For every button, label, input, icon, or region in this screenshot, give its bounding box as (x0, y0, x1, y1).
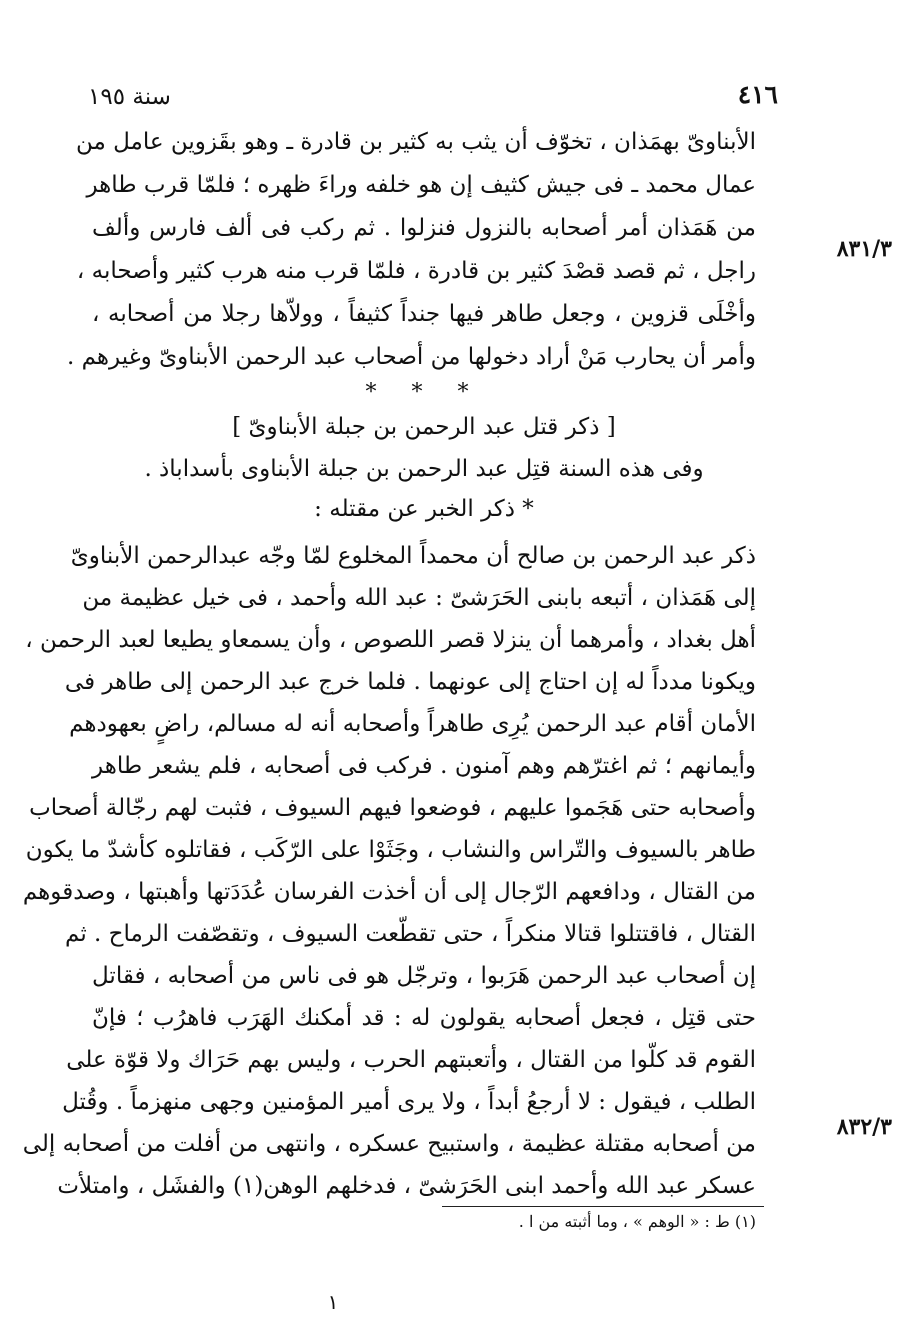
text-line: القوم قد كلّوا من القتال ، وأتعبتهم الحرب ، وليس بهم حَرَاك ولا قوّة على (66, 1047, 756, 1073)
text-line: من القتال ، ودافعهم الرّجال إلى أن أخذت الفرسان عُدَدَتها وأهبتها ، وصدقوهم (22, 879, 756, 905)
text-line: القتال ، فاقتتلوا قتالا منكراً ، حتى تقطّعت السيوف ، وتقصّفت الرماح . ثم (65, 921, 756, 947)
text-line: ذكر عبد الرحمن بن صالح أن محمداً المخلوع لمّا وجّه عبدالرحمن الأبناوىّ (70, 543, 756, 569)
text-line: عمال محمد ـ فى جيش كثيف إن هو خلفه وراءَ ظهره ؛ فلمّا قرب طاهر (86, 172, 756, 198)
text-line: وأمر أن يحارب مَنْ أراد دخولها من أصحاب عبد الرحمن الأبناوىّ وغيرهم . (66, 344, 756, 370)
page-number: ٤١٦ (737, 80, 778, 109)
text-line: الأمان أقام عبد الرحمن يُرِى طاهراً وأصحابه أنه له مسالم، راضٍ بعهودهم (69, 711, 756, 737)
text-line: ويكونا مدداً له إن احتاج إلى عونهما . فلما خرج عبد الرحمن إلى طاهر فى (64, 669, 756, 695)
year-label: سنة ١٩٥ (88, 84, 171, 110)
text-line: حتى قتِل ، فجعل أصحابه يقولون له : قد أمكنك الهَرَب فاهرُب ؛ فإنّ (92, 1005, 756, 1031)
footnote: (١) ط : « الوهم » ، وما أثبته من ا . (518, 1212, 756, 1231)
footnote-rule (442, 1206, 764, 1207)
text-line: وأخْلَى قزوين ، وجعل طاهر فيها جنداً كثيفاً ، وولاّها رجلا من أصحابه ، (92, 301, 756, 327)
margin-marker: ٨٣١/٣ (836, 236, 892, 262)
text-line: الطلب ، فيقول : لا أرجعُ أبداً ، ولا يرى أمير المؤمنين وجهى منهزماً . وقُتل (62, 1089, 756, 1115)
folio-mark: ١ (327, 1290, 339, 1314)
subheading: * ذكر الخبر عن مقتله : (314, 496, 534, 522)
text-line: إن أصحاب عبد الرحمن هَرَبوا ، وترجّل هو فى ناس من أصحابه ، فقاتل (92, 963, 756, 989)
text-line: إلى هَمَذان ، أتبعه بابنى الحَرَشىّ : عبد الله وأحمد ، فى خيل عظيمة من (82, 585, 756, 611)
text-line: عسكر عبد الله وأحمد ابنى الحَرَشىّ ، فدخلهم الوهن(١) والفشَل ، وامتلأت (57, 1173, 756, 1199)
text-line: وأيمانهم ؛ ثم اغترّهم وهم آمنون . فركب فى أصحابه ، فلم يشعر طاهر (92, 753, 756, 779)
margin-marker: ٨٣٢/٣ (836, 1114, 892, 1140)
text-line: من أصحابه مقتلة عظيمة ، واستبيح عسكره ، وانتهى من أفلت من أصحابه إلى (22, 1131, 756, 1157)
intro-line: وفى هذه السنة قتِل عبد الرحمن بن جبلة الأبناوى بأسداباذ . (144, 456, 704, 482)
section-heading: [ ذكر قتل عبد الرحمن بن جبلة الأبناوىّ ] (232, 414, 616, 440)
text-line: وأصحابه حتى هَجَموا عليهم ، فوضعوا فيهم السيوف ، فثبت لهم رجّالة أصحاب (29, 795, 756, 821)
text-line: طاهر بالسيوف والتّراس والنشاب ، وجَثَوْا على الرّكَب ، فقاتلوه كأشدّ ما يكون (25, 837, 756, 863)
text-line: من هَمَذان أمر أصحابه بالنزول فنزلوا . ثم ركب فى ألف فارس وألف (92, 215, 756, 241)
text-line: أهل بغداد ، وأمرهما أن ينزلا قصر اللصوص ، وأن يسمعاو يطيعا لعبد الرحمن ، (25, 627, 756, 653)
section-separator: * * * (365, 380, 483, 405)
text-line: راجل ، ثم قصد قصْدَ كثير بن قادرة ، فلمّا قرب منه هرب كثير وأصحابه ، (76, 258, 756, 284)
text-line: الأبناوىّ بهمَذان ، تخوّف أن يثب به كثير بن قادرة ـ وهو بقَزوين عامل من (75, 129, 756, 155)
